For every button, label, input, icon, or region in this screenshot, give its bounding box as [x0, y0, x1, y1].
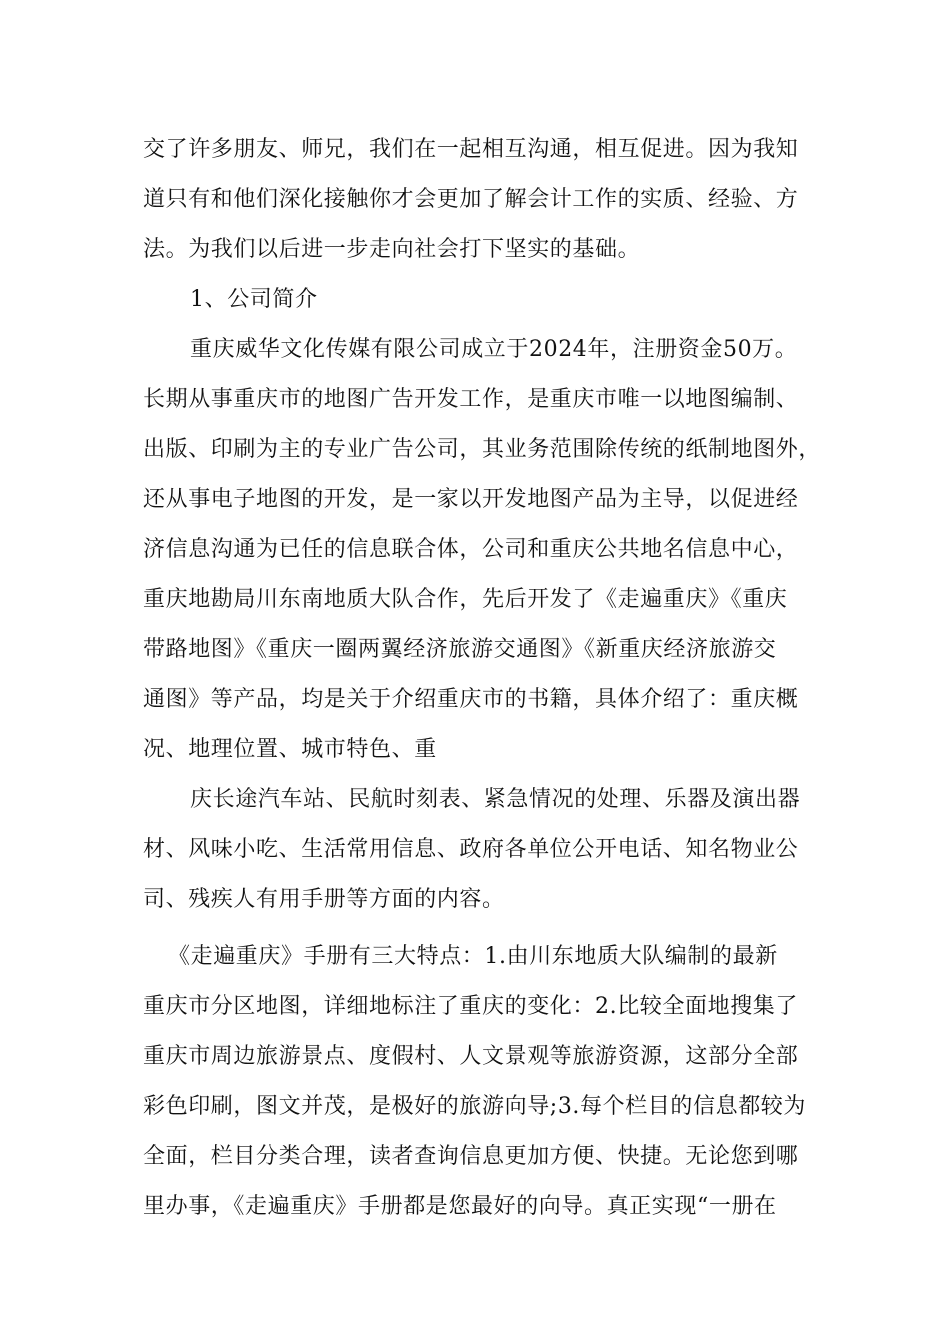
text-line: 《走遍重庆》手册有三大特点：1.由川东地质大队编制的最新: [168, 944, 778, 969]
text-line: 长期从事重庆市的地图广告开发工作，是重庆市唯一以地图编制、: [143, 387, 799, 412]
text-line: 材、风味小吃、生活常用信息、政府各单位公开电话、知名物业公: [143, 837, 799, 862]
text-line: 彩色印刷，图文并茂，是极好的旅游向导;3.每个栏目的信息都较为: [143, 1094, 807, 1119]
text-line: 重庆威华文化传媒有限公司成立于2024年，注册资金50万。: [190, 337, 798, 362]
text-line: 司、残疾人有用手册等方面的内容。: [143, 887, 505, 912]
text-line: 庆长途汽车站、民航时刻表、紧急情况的处理、乐器及演出器: [190, 787, 801, 812]
text-line: 还从事电子地图的开发，是一家以开发地图产品为主导，以促进经: [143, 487, 799, 512]
text-line: 全面，栏目分类合理，读者查询信息更加方便、快捷。无论您到哪: [143, 1144, 799, 1169]
text-line: 重庆市分区地图，详细地标注了重庆的变化：2.比较全面地搜集了: [143, 994, 798, 1019]
text-line: 济信息沟通为已任的信息联合体，公司和重庆公共地名信息中心，: [143, 537, 799, 562]
text-line: 出版、印刷为主的专业广告公司，其业务范围除传统的纸制地图外，: [143, 437, 822, 462]
text-line: 况、地理位置、城市特色、重: [143, 737, 437, 762]
text-line: 道只有和他们深化接触你才会更加了解会计工作的实质、经验、方: [143, 187, 799, 212]
section-heading: 1、公司简介: [190, 287, 318, 312]
text-line: 带路地图》《重庆一圈两翼经济旅游交通图》《新重庆经济旅游交: [143, 637, 777, 662]
text-line: 重庆地勘局川东南地质大队合作，先后开发了《走遍重庆》《重庆: [143, 587, 788, 612]
text-line: 交了许多朋友、师兄，我们在一起相互沟通，相互促进。因为我知: [143, 137, 799, 162]
text-line: 里办事，《走遍重庆》手册都是您最好的向导。真正实现“一册在: [143, 1194, 777, 1219]
text-line: 法。为我们以后进一步走向社会打下坚实的基础。: [143, 237, 641, 262]
text-line: 通图》等产品，均是关于介绍重庆市的书籍，具体介绍了：重庆概: [143, 687, 799, 712]
text-line: 重庆市周边旅游景点、度假村、人文景观等旅游资源，这部分全部: [143, 1044, 799, 1069]
